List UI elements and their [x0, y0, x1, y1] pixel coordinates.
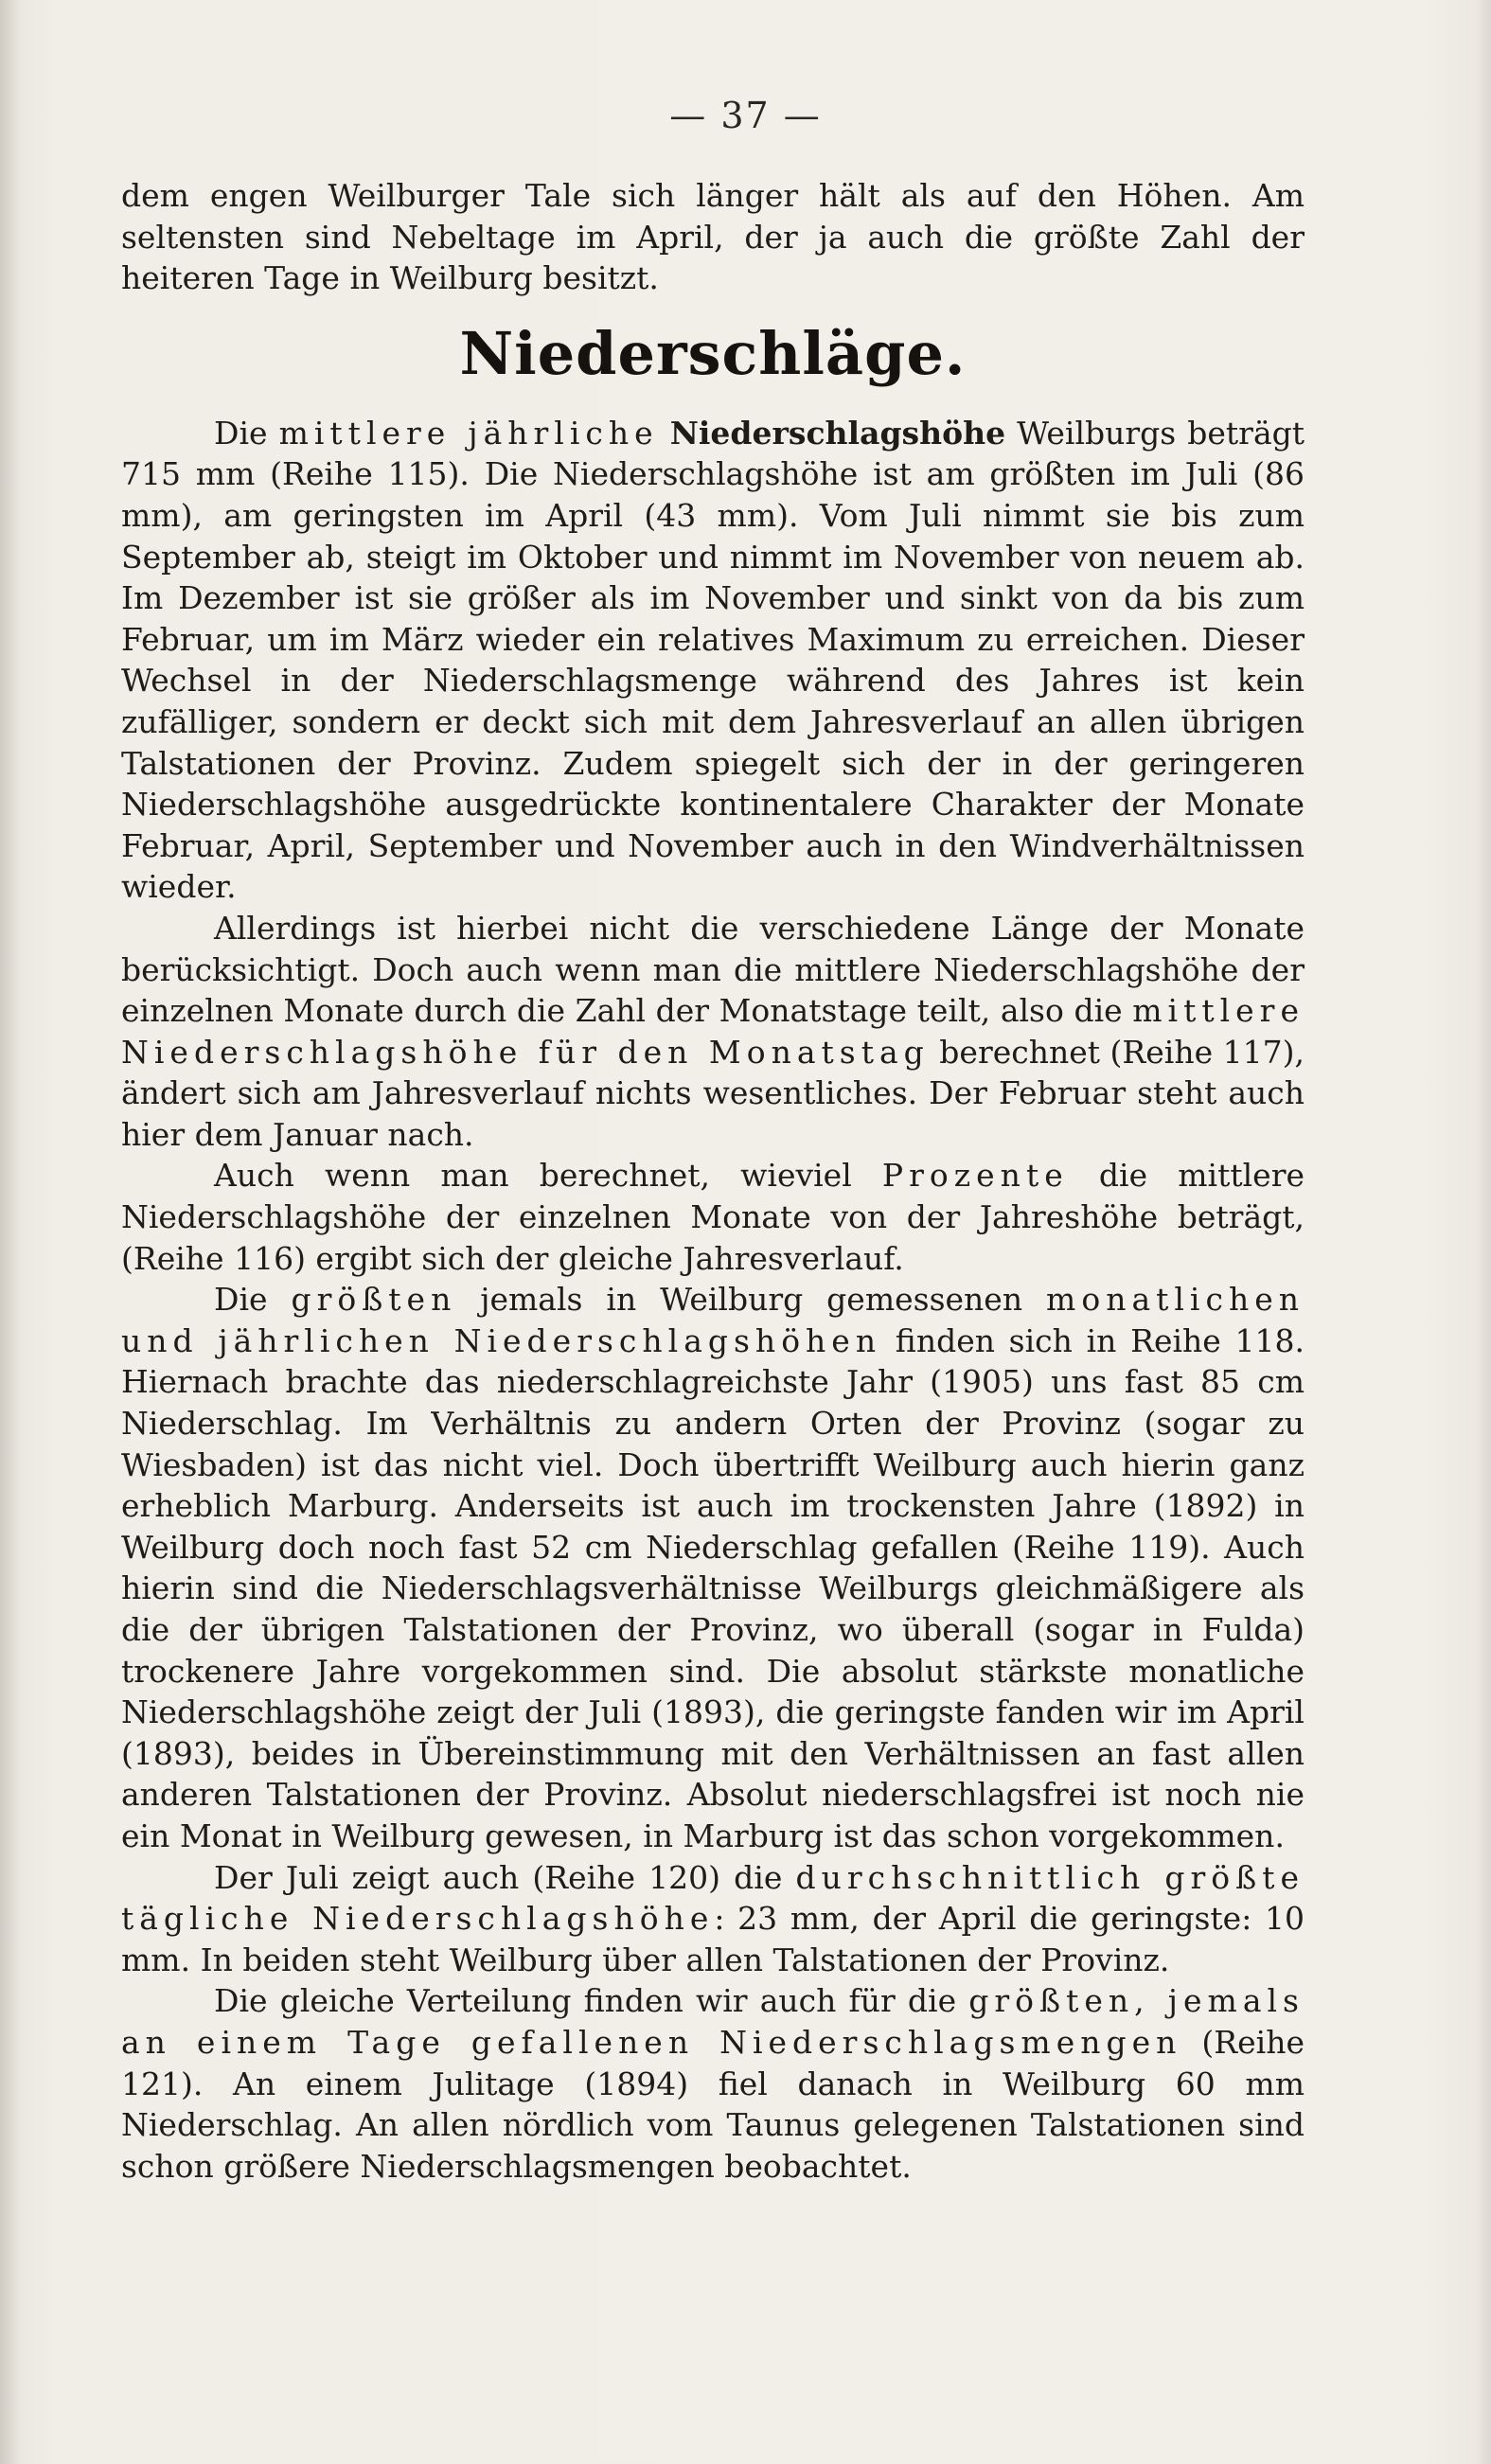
- text-run: (Reihe 121). An einem Julitage (1894) fiel danach in Weilburg 60 mm Niederschlag. An allen nördlich vom Taunus gelegenen Talstationen sind schon größere Niederschlagsmengen beobachtet.: [121, 2023, 1305, 2185]
- spaced-term: größten, jemals an einem Tage gefallenen Niederschlagsmengen: [121, 1982, 1305, 2061]
- text-run: Auch wenn man berechnet, wieviel: [214, 1157, 882, 1195]
- spaced-term: mittlere Niederschlagshöhe für den Monatstag: [121, 992, 1305, 1071]
- paragraph-single-day: [121, 1980, 1305, 2187]
- spaced-term: Prozente: [881, 1157, 1069, 1195]
- paragraph-extremes: [121, 1279, 1305, 1856]
- text-run: Die gleiche Verteilung finden wir auch für die: [214, 1982, 969, 2020]
- bold-term: Niederschlagshöhe: [669, 414, 1006, 452]
- spaced-term: durchschnittlich größte tägliche Niederschlagshöhe: [121, 1858, 1305, 1938]
- body-text: [121, 175, 1305, 2187]
- spaced-term: größten: [291, 1281, 457, 1319]
- text-run: [659, 415, 670, 452]
- paragraph-daily-largest: [121, 1857, 1305, 1981]
- spaced-term: mittlere jährliche: [278, 414, 659, 452]
- text-run: Weilburgs beträgt 715 mm (Reihe 115). Die Niederschlagshöhe ist am größten im Juli (86 mm), am geringsten im April (43 mm). Vom Juli nimmt sie bis zum September ab, steigt im Oktober und nimmt im November von neuem ab. Im Dezember ist sie größer als im November und sinkt von da bis zum Februar, um im März wieder ein relatives Maximum zu erreichen. Dieser Wechsel in der Niederschlagsmenge während des Jahres ist kein zufälliger, sondern er deckt sich mit dem Jahresverlauf an allen übrigen Talstationen der Provinz. Zudem spiegelt sich der in der geringeren Niederschlagshöhe ausgedrückte kontinentalere Charakter der Monate Februar, April, September und November auch in den Windverhältnissen wieder.: [121, 414, 1305, 906]
- paragraph-percent: [121, 1155, 1305, 1279]
- text-run: finden sich in Reihe 118. Hiernach brachte das niederschlagreichste Jahr (1905) uns fast 85 cm Niederschlag. Im Verhältnis zu andern Orten der Provinz (sogar zu Wiesbaden) ist das nicht viel. Doch übertrifft Weilburg auch hierin ganz erheblich Marburg. Anderseits ist auch im trockensten Jahre (1892) in Weilburg doch noch fast 52 cm Niederschlag gefallen (Reihe 119). Auch hierin sind die Niederschlagsverhältnisse Weilburgs gleichmäßigere als die der übrigen Talstationen der Provinz, wo überall (sogar in Fulda) trockenere Jahre vorgekommen sind. Die absolut stärkste monatliche Niederschlagshöhe zeigt der Juli (1893), die geringste fanden wir im April (1893), beides in Übereinstimmung mit den Verhältnissen an fast allen anderen Talstationen der Provinz. Absolut niederschlagsfrei ist noch nie ein Monat in Weilburg gewesen, in Marburg ist das schon vorgekommen.: [121, 1321, 1305, 1854]
- spaced-term: monatlichen und jährlichen Niederschlagshöhen: [121, 1281, 1305, 1359]
- text-run: Die: [214, 414, 279, 452]
- text-run: Allerdings ist hierbei nicht die verschiedene Länge der Monate berücksichtigt. Doch auch wenn man die mittlere Niederschlagshöhe der einzelnen Monate durch die Zahl der Monatstage teilt, also die: [121, 909, 1305, 1030]
- paragraph-intro: dem engen Weilburger Tale sich länger hält als auf den Höhen. Am seltensten sind Nebeltage im April, der ja auch die größte Zahl der heiteren Tage in Weilburg besitzt.: [121, 177, 1305, 297]
- text-run: die mittlere Niederschlagshöhe der einzelnen Monate von der Jahreshöhe beträgt, (Reihe 116) ergibt sich der gleiche Jahresverlauf.: [121, 1157, 1305, 1277]
- text-run: jemals in Weilburg gemessenen: [456, 1281, 1047, 1319]
- paragraph-daily-mean: [121, 908, 1305, 1156]
- text-run: Der Juli zeigt auch (Reihe 120) die: [214, 1858, 796, 1896]
- page-number: — 37 —: [669, 95, 822, 136]
- text-run: : 23 mm, der April die geringste: 10 mm. In beiden steht Weilburg über allen Talstationen der Provinz.: [121, 1900, 1305, 1978]
- section-heading: Niederschläge.: [459, 318, 967, 388]
- paragraph-mean-annual: [121, 413, 1305, 908]
- text-run: berechnet (Reihe 117), ändert sich am Jahresverlauf nichts wesentliches. Der Februar steht auch hier dem Januar nach.: [121, 1033, 1305, 1153]
- text-run: Die: [214, 1281, 292, 1319]
